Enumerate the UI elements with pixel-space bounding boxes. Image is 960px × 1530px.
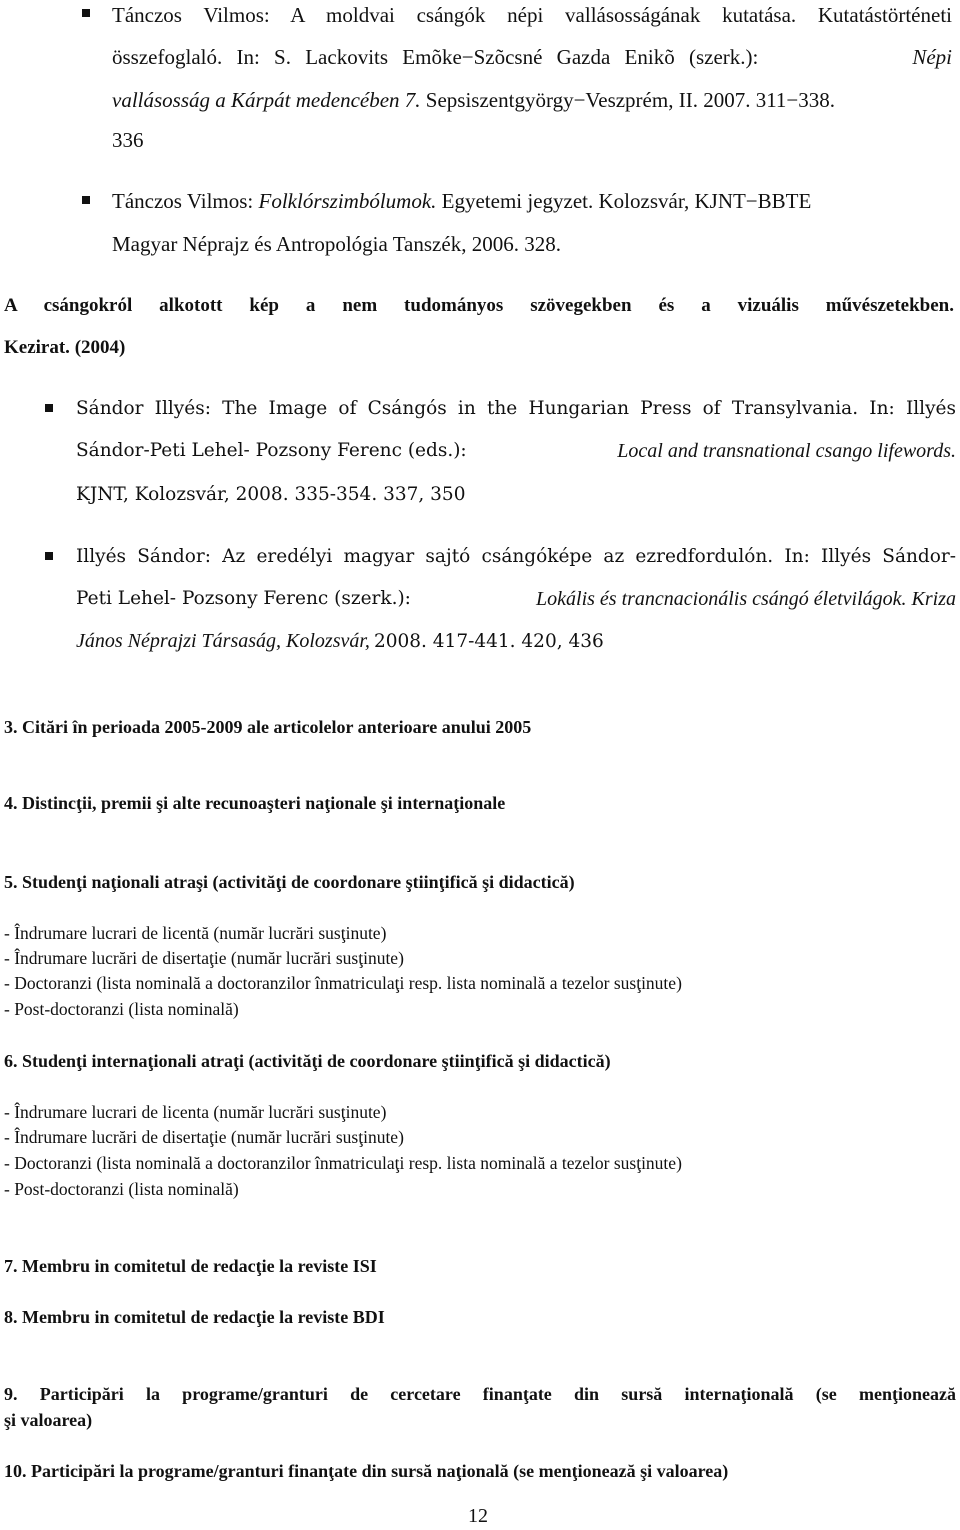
entry-line [112,88,835,113]
entry-line: Tánczos Vilmos: A moldvai csángók népi vallásosságának kutatása. Kutatástörténeti [112,3,952,27]
entry-text: 2008. 417-441. 420, 436 [373,631,604,652]
list-item: - Post-doctoranzi (lista nominală) [4,999,239,1019]
entry-text: összefoglaló. In: S. Lackovits Emõke−Szõcsné Gazda Enikõ (szerk.): [112,45,759,69]
heading-4: 4. Distincţii, premii şi alte recunoaşteri naţionale şi internaţionale [4,793,506,813]
list-item: - Îndrumare lucrari de licentă (număr lucrări susţinute) [4,923,387,943]
entry-title-italic: Népi [912,45,952,69]
section-title-line2 [4,337,125,359]
bullet-icon [82,196,90,204]
list-item: - Îndrumare lucrari de licenta (număr lucrări susţinute) [4,1102,387,1122]
heading-9: 9. Participări la programe/granturi de cercetare finanţate din sursă internaţională (se menţionează [4,1384,956,1404]
entry-text: Sándor-Peti Lehel- Pozsony Ferenc (eds.): [76,440,467,461]
entry-line [76,440,956,463]
entry-title-italic: János Néprajzi Társaság, Kolozsvár, [76,630,370,652]
heading-9-cont: şi valoarea) [4,1410,93,1430]
list-item: - Doctoranzi (lista nominală a doctoranzilor înmatriculaţi resp. lista nominală a tezelor susţinute) [4,1153,682,1173]
list-item: - Îndrumare lucrări de disertaţie (număr lucrări susţinute) [4,1127,404,1147]
entry-text: Sepsiszentgyörgy−Veszprém, II. 2007. 311−338. [425,88,836,112]
heading-7: 7. Membru in comitetul de redacţie la reviste ISI [4,1256,377,1276]
list-item: - Doctoranzi (lista nominală a doctoranzilor înmatriculaţi resp. lista nominală a tezelor susţinute) [4,973,682,993]
entry-text: Tánczos Vilmos: [112,189,254,213]
entry-line [112,189,811,214]
bullet-icon [45,552,53,560]
entry-line [76,630,604,653]
entry-text: Peti Lehel- Pozsony Ferenc (szerk.): [76,588,411,609]
heading-8: 8. Membru in comitetul de redacţie la reviste BDI [4,1307,385,1327]
entry-title-italic: Lokális és trancnacionális csángó életvilágok. Kriza [536,588,956,610]
section-title-year: (2004) [74,337,126,358]
entry-title-italic: vallásosság a Kárpát medencében 7. [112,88,421,112]
list-item: - Post-doctoranzi (lista nominală) [4,1179,239,1199]
entry-line: Sándor Illyés: The Image of Csángós in the Hungarian Press of Transylvania. In: Illyés [76,398,956,419]
section-title: A csángokról alkotott kép a nem tudományos szövegekben és a vizuális művészetekben. [4,295,954,316]
entry-text: Egyetemi jegyzet. Kolozsvár, KJNT−BBTE [441,189,812,213]
entry-line: Magyar Néprajz és Antropológia Tanszék, 2006. 328. [112,232,561,256]
bullet-icon [82,9,90,17]
entry-line: Illyés Sándor: Az eredélyi magyar sajtó csángóképe az ezredfordulón. In: Illyés Sándor- [76,546,956,567]
entry-line: KJNT, Kolozsvár, 2008. 335-354. 337, 350 [76,484,466,505]
entry-line [76,588,956,611]
entry-title-italic: Local and transnational csango lifewords. [617,440,956,462]
heading-3: 3. Citări în perioada 2005-2009 ale articolelor anterioare anului 2005 [4,717,532,737]
heading-10: 10. Participări la programe/granturi finanţate din sursă naţională (se menţionează şi valoarea) [4,1461,729,1481]
entry-line: 336 [112,128,144,152]
heading-5: 5. Studenţi naţionali atraşi (activităţi de coordonare ştiinţifică şi didactică) [4,872,575,892]
bullet-icon [45,404,53,412]
list-item: - Îndrumare lucrări de disertaţie (număr lucrări susţinute) [4,948,404,968]
entry-title-italic: Folklórszimbólumok. [258,189,437,213]
section-title-bold: Kezirat. [4,337,70,358]
entry-line [112,45,952,70]
page-number: 12 [468,1505,488,1527]
heading-6: 6. Studenţi internaţionali atraţi (activităţi de coordonare ştiinţifică şi didactică) [4,1051,611,1071]
